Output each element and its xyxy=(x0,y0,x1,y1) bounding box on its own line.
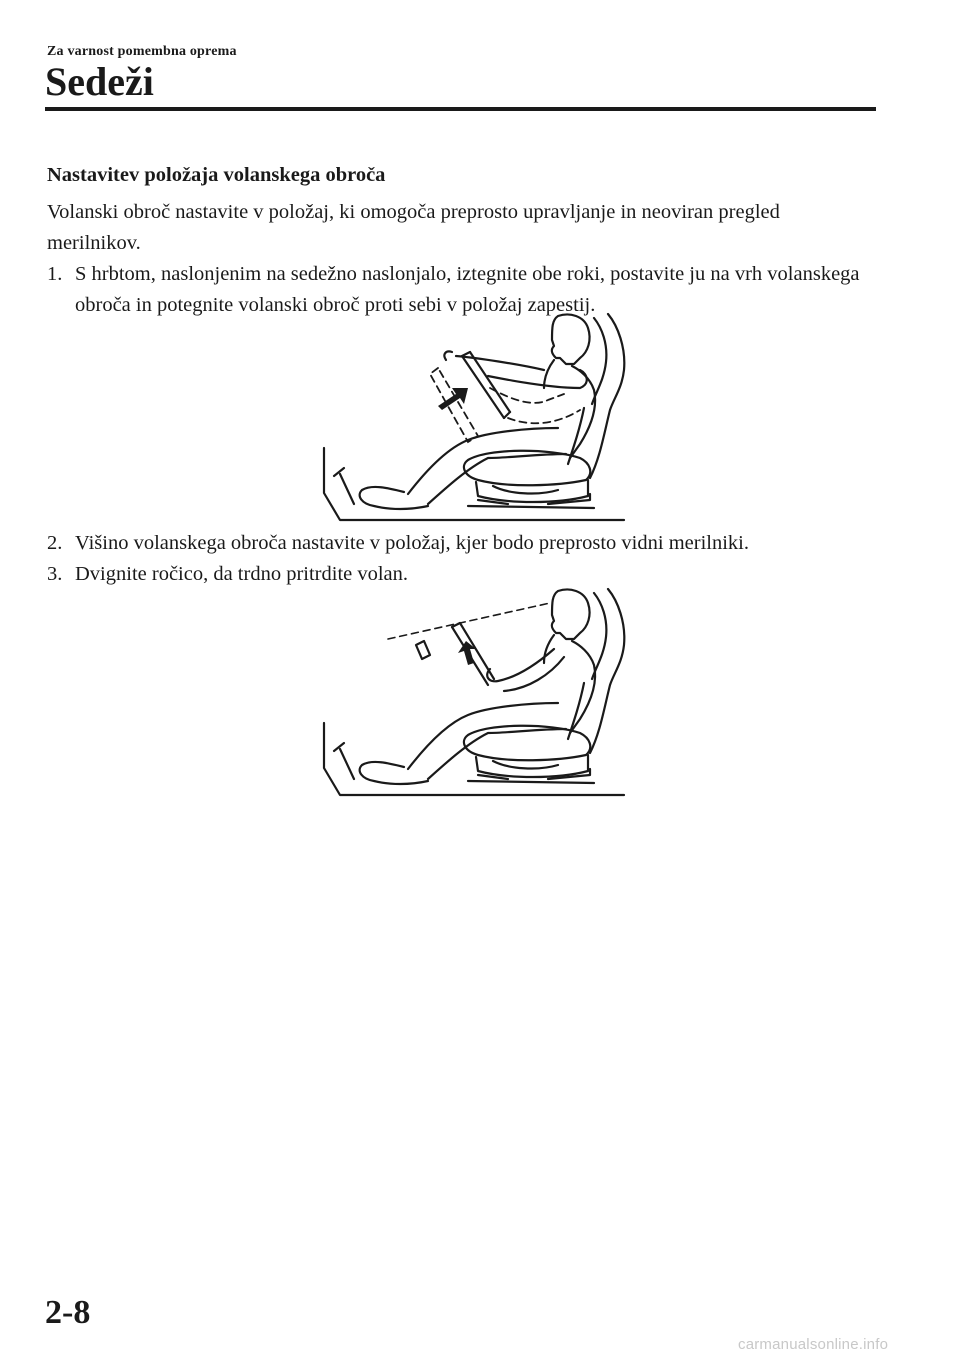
header-divider xyxy=(45,107,876,111)
step-number: 3. xyxy=(47,563,63,585)
page-title: Sedeži xyxy=(45,59,154,104)
content-block xyxy=(47,160,867,321)
page-number: 2-8 xyxy=(45,1294,91,1331)
adjust-arrow-icon xyxy=(438,388,468,410)
step-text: Dvignite ročico, da trdno pritrdite volan. xyxy=(75,563,409,585)
section-header: Za varnost pomembna oprema xyxy=(47,44,237,59)
steering-adjust-illustration-1 xyxy=(318,308,630,523)
steps-continued xyxy=(47,528,867,590)
step-text: Višino volanskega obroča nastavite v položaj, kjer bodo preprosto vidni merilniki. xyxy=(75,532,749,554)
steering-adjust-illustration-2 xyxy=(318,583,630,798)
subheading: Nastavitev položaja volanskega obroča xyxy=(47,164,386,186)
step-text: S hrbtom, naslonjenim na sedežno naslonjalo, iztegnite obe roki, postavite ju na vrh volanskega obroča in potegnite volanski obroč proti sebi v položaj zapestij. xyxy=(75,263,860,316)
step-2 xyxy=(47,528,867,559)
step-number: 1. xyxy=(47,263,63,285)
step-number: 2. xyxy=(47,532,63,554)
watermark: carmanualsonline.info xyxy=(738,1336,889,1353)
intro-paragraph: Volanski obroč nastavite v položaj, ki omogoča preprosto upravljanje in neoviran pregled merilnikov. xyxy=(47,201,780,254)
